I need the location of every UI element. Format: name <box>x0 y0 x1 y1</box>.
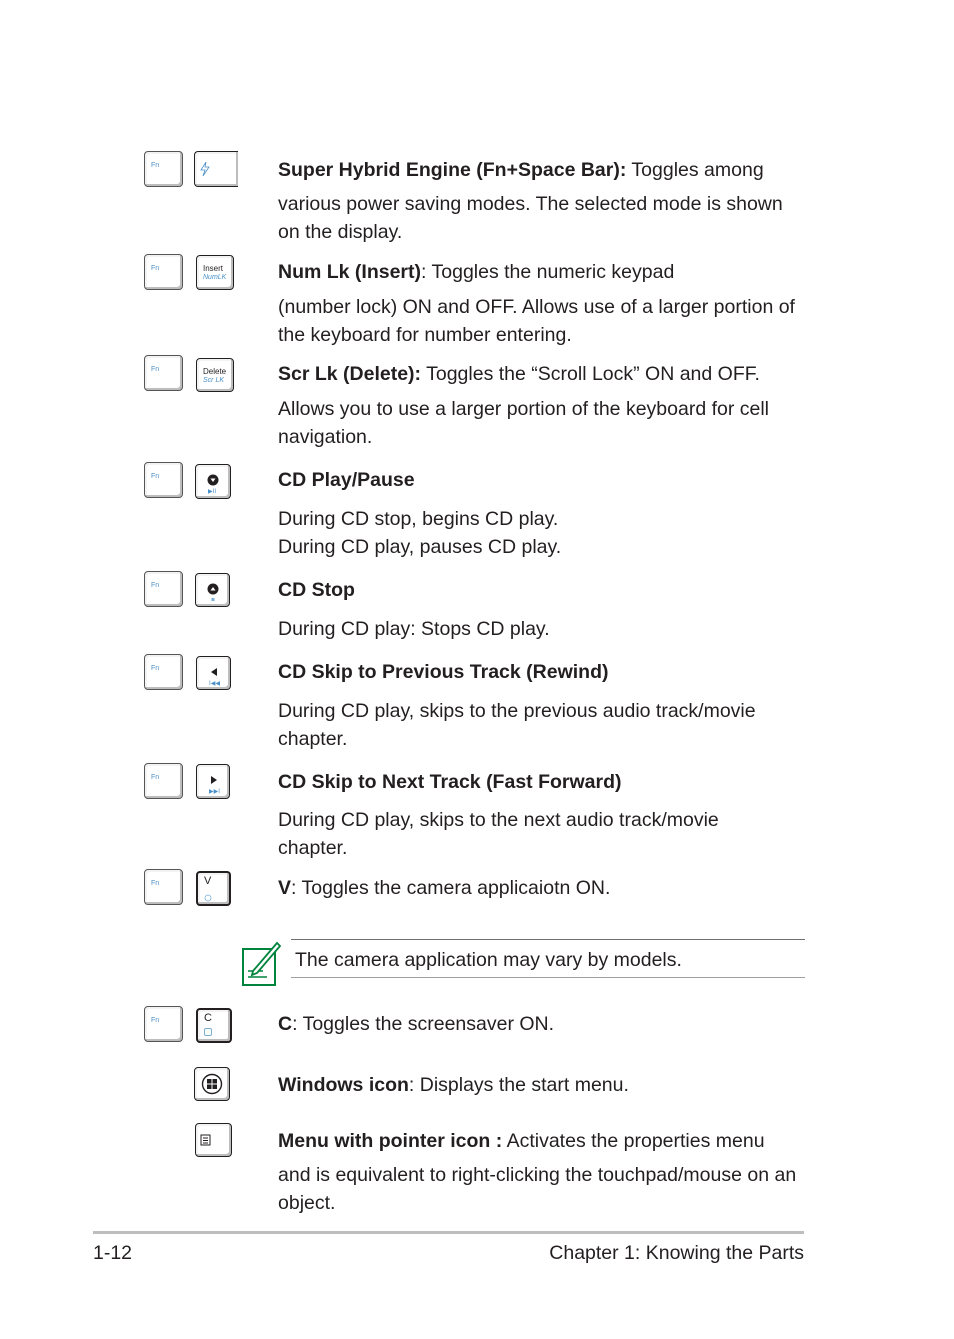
insert-numlk-key <box>196 255 234 290</box>
entry-title: Super Hybrid Engine (Fn+Space Bar): <box>278 159 627 181</box>
fn-key <box>144 462 183 498</box>
entry-description: Allows you to use a larger portion of the keyboard for cell navigation. <box>278 398 770 448</box>
entry-title: Num Lk (Insert) <box>278 261 422 283</box>
entry-title-rest: : Toggles the numeric keypad <box>421 261 675 283</box>
play-pause-icon <box>203 472 223 494</box>
footer-rule <box>93 1231 804 1234</box>
key-letter: V <box>204 875 212 887</box>
entry-description: and is equivalent to right-clicking the touchpad/mouse on an object. <box>278 1164 797 1214</box>
entry-title-rest: Toggles the “Scroll Lock” ON and OFF. <box>421 363 760 385</box>
key-bottom-label: NumLK <box>203 274 227 281</box>
previous-track-key <box>196 656 231 690</box>
fn-key-label: Fn <box>151 162 160 169</box>
entry-description-line: During CD stop, begins CD play. <box>278 508 559 530</box>
fn-key <box>144 571 183 607</box>
next-track-icon <box>204 772 224 794</box>
fn-key <box>144 254 183 290</box>
entry-description-line: During CD play, pauses CD play. <box>278 535 562 558</box>
entry-title: V <box>278 877 292 899</box>
stop-key <box>195 573 230 607</box>
delete-scrlk-key <box>196 358 234 392</box>
lightning-icon <box>200 162 210 176</box>
key-letter: C <box>204 1012 212 1024</box>
entry-menu-pointer <box>278 1127 818 1217</box>
fn-key-label: Fn <box>151 366 160 373</box>
entry-num-lk <box>278 258 818 349</box>
entry-title: CD Skip to Next Track (Fast Forward) <box>278 771 622 793</box>
previous-track-icon <box>204 664 224 686</box>
entry-title-rest: : Toggles the screensaver ON. <box>292 1013 555 1035</box>
stop-icon <box>203 581 223 603</box>
entry-c-screensaver <box>278 1010 818 1038</box>
fn-key-label: Fn <box>151 880 160 887</box>
fn-key-label: Fn <box>151 265 160 272</box>
menu-key <box>195 1123 232 1157</box>
entry-title: Menu with pointer icon : <box>278 1130 503 1152</box>
fn-key <box>144 151 183 187</box>
fn-key-label: Fn <box>151 1017 160 1024</box>
fn-key <box>144 1006 183 1042</box>
fn-key <box>144 355 183 391</box>
camera-icon <box>203 894 213 902</box>
entry-cd-play-pause <box>278 466 818 561</box>
v-key <box>196 871 231 906</box>
entry-title: Scr Lk (Delete): <box>278 363 422 385</box>
entry-windows-icon <box>278 1071 818 1099</box>
fn-key-label: Fn <box>151 774 160 781</box>
next-track-key <box>196 764 230 799</box>
entry-cd-stop <box>278 576 818 644</box>
key-top-label: Insert <box>203 264 224 273</box>
windows-logo-icon <box>201 1073 223 1095</box>
c-key <box>196 1008 232 1043</box>
entry-v-camera <box>278 874 818 902</box>
entry-description: During CD play: Stops CD play. <box>278 618 550 640</box>
entry-title: CD Play/Pause <box>278 469 415 491</box>
fn-key <box>144 869 183 905</box>
note-top-rule <box>291 939 805 940</box>
entry-cd-skip-next <box>278 768 818 862</box>
entry-title: C <box>278 1013 293 1035</box>
entry-description: various power saving modes. The selected mode is shown on the display. <box>278 193 783 243</box>
entry-title: CD Stop <box>278 579 355 601</box>
entry-description: (number lock) ON and OFF. Allows use of a larger portion of the keyboard for number entering. <box>278 296 795 346</box>
fn-key <box>144 654 183 690</box>
chapter-title: Chapter 1: Knowing the Parts <box>549 1242 804 1264</box>
entry-title-rest: Activates the properties menu <box>502 1130 765 1152</box>
key-top-label: Delete <box>203 367 227 376</box>
windows-key <box>194 1067 230 1101</box>
entry-description: During CD play, skips to the previous audio track/movie chapter. <box>278 700 756 750</box>
entry-description: During CD play, skips to the next audio track/movie chapter. <box>278 809 719 859</box>
screensaver-icon <box>204 1028 212 1036</box>
page-number: 1-12 <box>93 1242 133 1264</box>
note-text: The camera application may vary by models. <box>295 949 682 971</box>
fn-key-label: Fn <box>151 665 160 672</box>
key-bottom-label: Scr LK <box>203 377 225 384</box>
entry-cd-skip-previous <box>278 658 818 753</box>
menu-pointer-icon <box>200 1134 214 1148</box>
entry-title-rest: Toggles among <box>626 159 764 181</box>
svg-text:I◀◀: I◀◀ <box>209 680 220 686</box>
entry-scr-lk <box>278 360 818 451</box>
fn-key-label: Fn <box>151 473 160 480</box>
entry-title: CD Skip to Previous Track (Rewind) <box>278 661 609 683</box>
note-pencil-icon <box>241 941 281 987</box>
fn-key-label: Fn <box>151 582 160 589</box>
play-pause-key <box>195 464 231 499</box>
entry-super-hybrid-engine <box>278 156 818 246</box>
svg-text:▶▶I: ▶▶I <box>209 788 220 794</box>
space-bar-key <box>194 151 238 187</box>
entry-title: Windows icon <box>278 1074 409 1096</box>
entry-title-rest: : Toggles the camera applicaiotn ON. <box>291 877 611 899</box>
svg-text:▶II: ▶II <box>208 488 217 494</box>
fn-key <box>144 763 183 799</box>
entry-title-rest: : Displays the start menu. <box>408 1074 629 1096</box>
note-bottom-rule <box>291 977 805 978</box>
